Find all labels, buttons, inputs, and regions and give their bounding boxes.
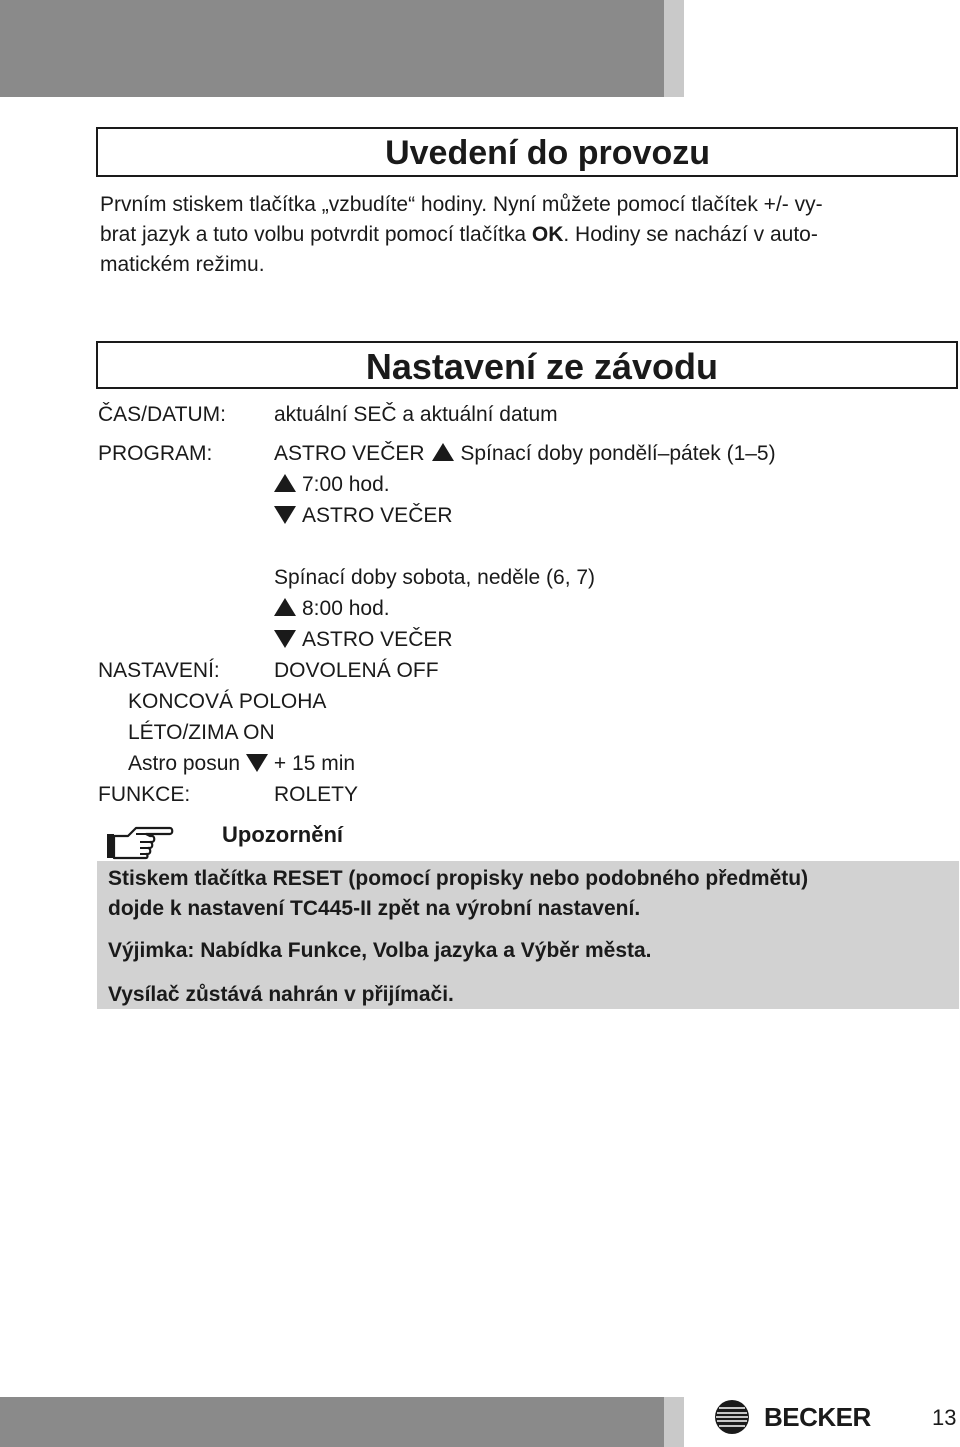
intro-line-2: brat jazyk a tuto volbu potvrdit pomocí tlačítka OK. Hodiny se nachází v auto-: [100, 223, 818, 246]
weekend-up-row: [274, 596, 390, 622]
astro-shift-value: + 15 min: [273, 752, 356, 775]
intro-line-3: matickém režimu.: [100, 253, 265, 276]
bottom-decor-bar-accent: [664, 1397, 684, 1447]
weekend-times-title: Spínací doby sobota, neděle (6, 7): [274, 566, 596, 589]
settings-label: NASTAVENÍ:: [98, 659, 220, 682]
notice-title: Upozornění: [222, 822, 343, 847]
pointing-hand-icon: [106, 822, 174, 860]
weekend-up-time: 8:00 hod.: [302, 597, 390, 620]
weekday-down-row: [274, 503, 453, 529]
notice-line-1: Stiskem tlačítka RESET (pomocí propisky nebo podobného předmětu): [108, 867, 809, 890]
page-number: 13: [932, 1405, 957, 1430]
triangle-up-icon: [274, 474, 296, 492]
ok-key-label: OK: [531, 223, 564, 246]
end-position-setting: KONCOVÁ POLOHA: [128, 690, 327, 713]
triangle-down-icon: [274, 630, 296, 648]
notice-exception: Výjimka: Nabídka Funkce, Volba jazyka a Výběr města.: [108, 939, 652, 962]
notice-transmitter: Vysílač zůstává nahrán v přijímači.: [108, 983, 454, 1006]
weekend-down-row: [274, 627, 453, 653]
brand-name: BECKER: [764, 1402, 871, 1432]
becker-logo-icon: [713, 1398, 751, 1436]
function-label: FUNKCE:: [98, 783, 191, 806]
weekday-up-time: 7:00 hod.: [302, 473, 390, 496]
intro-paragraph: [100, 190, 958, 280]
program-astro-label: ASTRO VEČER: [274, 442, 425, 465]
weekday-down-time: ASTRO VEČER: [302, 504, 453, 527]
function-value: ROLETY: [274, 783, 359, 806]
program-label: PROGRAM:: [98, 442, 213, 465]
section-title-factory-settings: Nastavení ze závodu: [96, 341, 958, 389]
time-date-value: aktuální SEČ a aktuální datum: [274, 403, 558, 426]
weekday-times-title: Spínací doby pondělí–pátek (1–5): [460, 442, 776, 465]
time-date-label: ČAS/DATUM:: [98, 403, 226, 426]
triangle-down-icon: [274, 506, 296, 524]
bottom-decor-bar: [0, 1397, 664, 1447]
triangle-up-icon: [432, 443, 454, 461]
program-value: [274, 441, 776, 467]
top-decor-bar: [0, 0, 664, 97]
astro-shift-label: Astro posun: [128, 752, 241, 775]
weekend-down-time: ASTRO VEČER: [302, 628, 453, 651]
intro-line-1: Prvním stiskem tlačítka „vzbudíte“ hodiny. Nyní můžete pomocí tlačítek +/- vy-: [100, 193, 823, 216]
section-title-commissioning: Uvedení do provozu: [96, 127, 958, 177]
astro-shift-setting: [128, 751, 355, 777]
notice-line-2: dojde k nastavení TC445-II zpět na výrobní nastavení.: [108, 897, 641, 920]
triangle-down-icon: [246, 754, 268, 772]
settings-value: DOVOLENÁ OFF: [274, 659, 439, 682]
weekday-up-row: [274, 472, 390, 498]
summer-winter-setting: LÉTO/ZIMA ON: [128, 721, 275, 744]
top-decor-bar-accent: [664, 0, 684, 97]
triangle-up-icon: [274, 598, 296, 616]
